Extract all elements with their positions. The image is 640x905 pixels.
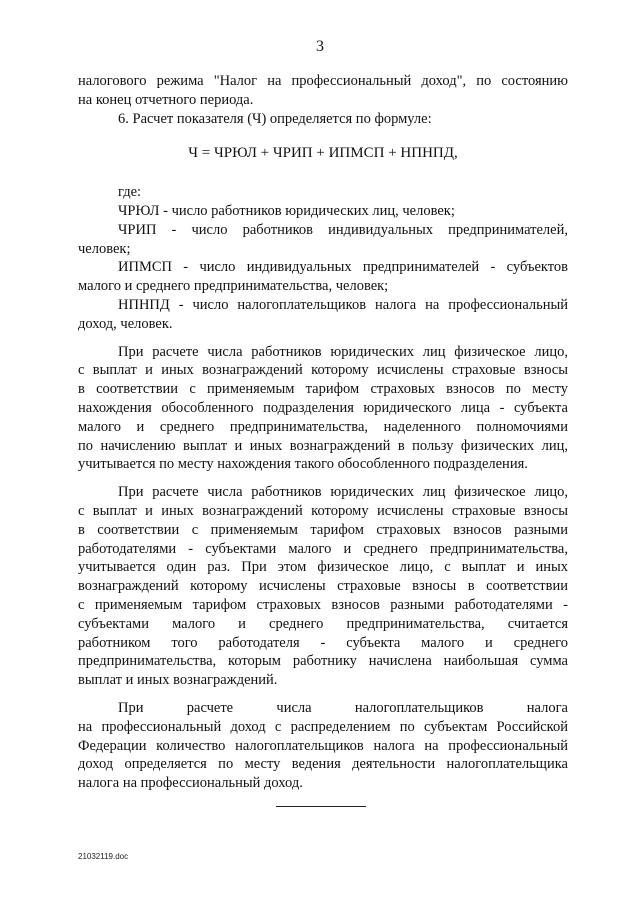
paragraph-line: на профессиональный доход с распределением по субъектам Российской	[78, 718, 568, 735]
paragraph-line: с применяемым тарифом страховых взносов разными работодателями -	[78, 596, 568, 613]
section-heading: 6. Расчет показателя (Ч) определяется по формуле:	[118, 110, 432, 127]
footer-file-code: 21032119.doc	[78, 852, 129, 861]
definition-line: ЧРЮЛ - число работников юридических лиц, человек;	[118, 202, 455, 219]
text-line: налогового режима "Налог на профессиональный доход", по состоянию	[78, 73, 568, 89]
paragraph-line: с выплат и иных вознаграждений которому исчислены страховые взносы	[78, 502, 568, 519]
page-number: 3	[316, 38, 324, 55]
paragraph-line: При расчете числа работников юридических лиц физическое лицо,	[118, 484, 568, 501]
paragraph-line: предпринимательства, которым работнику начислена наибольшая сумма	[78, 653, 568, 670]
formula: Ч = ЧРЮЛ + ЧРИП + ИПМСП + НПНПД,	[188, 145, 458, 162]
paragraph-line: учитывается по месту нахождения такого обособленного подразделения.	[78, 456, 528, 473]
paragraph-line: работодателями - субъектами малого и среднего предпринимательства,	[78, 540, 568, 557]
paragraph-line: в соответствии с применяемым тарифом страховых взносов по месту	[78, 381, 568, 398]
paragraph-line: вознаграждений которому исчислены страховые взносы в соответствии	[78, 578, 568, 595]
paragraph-line: При расчете числа налогоплательщиков налога	[118, 699, 568, 716]
paragraph-line: доход определяется по месту ведения деятельности налогоплательщика	[78, 756, 568, 773]
document-body	[78, 72, 568, 793]
paragraph-line: по начислению выплат и иных вознаграждений в пользу физических лиц,	[78, 437, 568, 454]
paragraph-line: работником того работодателя - субъекта малого и среднего	[78, 634, 568, 651]
definition-line: малого и среднего предпринимательства, человек;	[78, 278, 389, 295]
definition-line: НПНПД - число налогоплательщиков налога на профессиональный	[118, 296, 568, 313]
paragraph-line: малого и среднего предпринимательства, наделенного полномочиями	[78, 418, 568, 435]
text-line: на конец отчетного периода.	[78, 91, 254, 108]
paragraph-line: Федерации количество налогоплательщиков налога на профессиональный	[78, 737, 568, 754]
paragraph-line: учитывается один раз. При этом физическое лицо, с выплат и иных	[78, 559, 568, 576]
definition-line: человек;	[78, 240, 131, 257]
paragraph-line: выплат и иных вознаграждений.	[78, 672, 278, 689]
definition-line: доход, человек.	[78, 315, 173, 332]
text-line: где:	[118, 184, 142, 201]
paragraph-line: в соответствии с применяемым тарифом страховых взносов разными	[78, 521, 568, 538]
end-divider	[276, 806, 366, 807]
paragraph-line: нахождения обособленного подразделения юридического лица - субъекта	[78, 399, 568, 416]
paragraph-line: При расчете числа работников юридических лиц физическое лицо,	[118, 343, 568, 360]
paragraph-line: субъектами малого и среднего предпринимательства, считается	[78, 615, 568, 632]
definition-line: ЧРИП - число работников индивидуальных предпринимателей,	[118, 221, 568, 238]
paragraph-line: с выплат и иных вознаграждений которому исчислены страховые взносы	[78, 362, 568, 379]
paragraph-line: налога на профессиональный доход.	[78, 775, 303, 792]
definition-line: ИПМСП - число индивидуальных предпринимателей - субъектов	[118, 259, 568, 276]
